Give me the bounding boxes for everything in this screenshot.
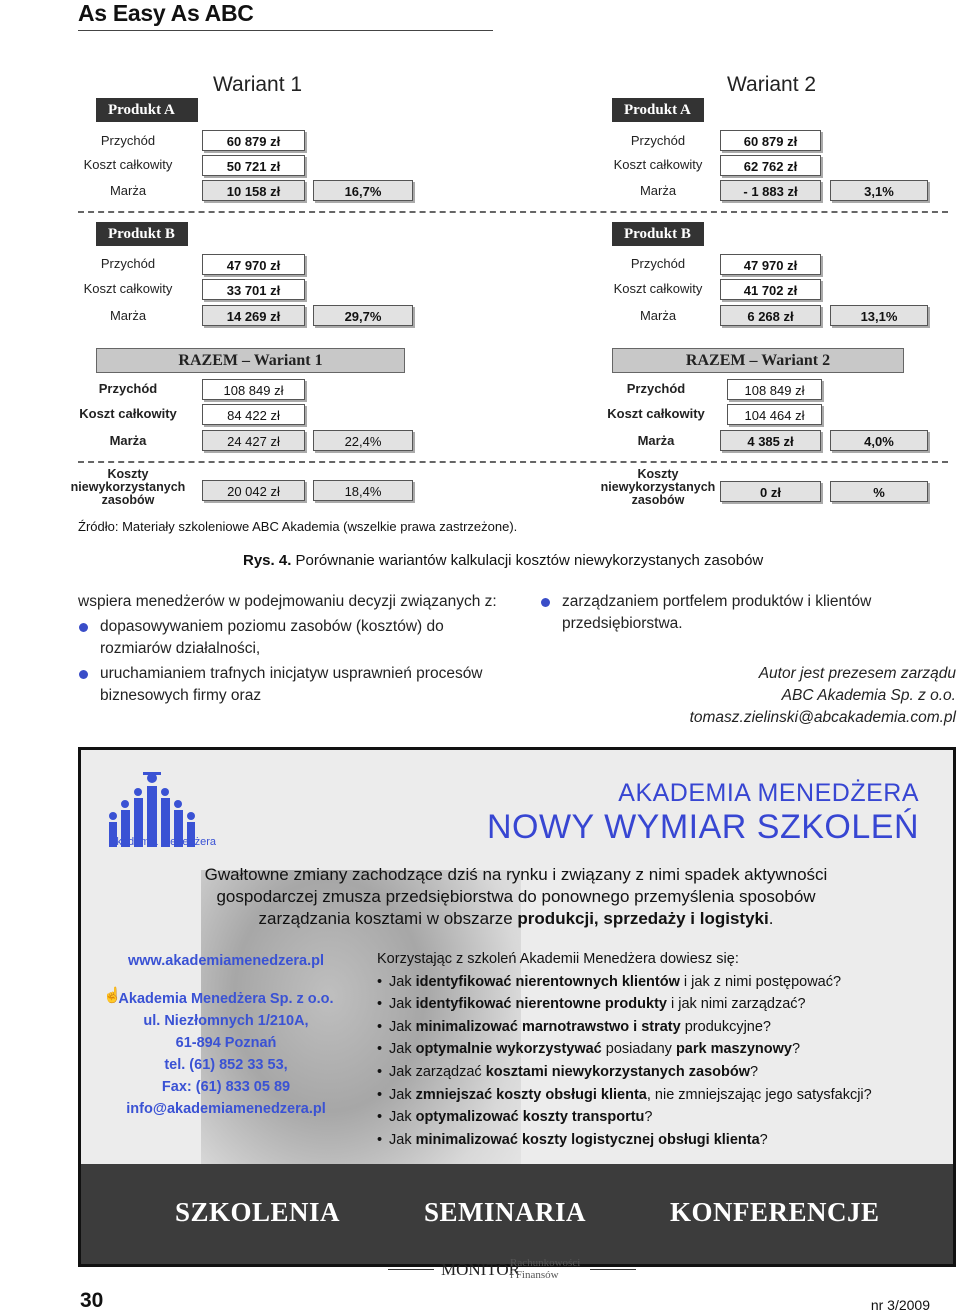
author-line-1: Autor jest prezesem zarządu — [758, 665, 956, 682]
v2-total-margin: 4 385 zł — [720, 430, 821, 451]
v1-prodA-margin-label: Marża — [109, 183, 147, 198]
ad-company-name: Akademia Menedżera Sp. z o.o. — [118, 991, 334, 1007]
ad-lead-line-2: gospodarczej zmusza przedsiębiorstwa do ponownego przemyślenia sposobów — [216, 887, 816, 906]
v1-prodB-pct: 29,7% — [313, 305, 413, 326]
ad-footer-seminaria: SEMINARIA — [424, 1197, 587, 1227]
ad-fax: Fax: (61) 833 05 89 — [161, 1079, 291, 1095]
ad-list-item-text: Jak — [389, 1131, 416, 1148]
ad-list-item — [377, 971, 947, 994]
journal-logo-rule-left — [388, 1269, 434, 1270]
ad-headline-brand: AKADEMIA MENEDŻERA — [618, 779, 919, 807]
article-left-intro: wspiera menedżerów w podejmowaniu decyzji związanych z: — [78, 593, 497, 610]
figure-source: Źródło: Materiały szkoleniowe ABC Akademia (wszelkie prawa zastrzeżone). — [78, 519, 518, 534]
v1-prodA-cost-label: Koszt całkowity — [83, 157, 173, 172]
v1-prodA-margin: 10 158 zł — [202, 180, 305, 201]
v2-total-margin-label: Marża — [637, 433, 675, 448]
journal-logo-monitor: MONITOR — [441, 1260, 521, 1279]
v1-prodB-tag: Produkt B — [96, 222, 188, 246]
ad-list-item-bold: identyfikować nierentownych klientów — [415, 973, 680, 990]
ad-benefits-list — [377, 948, 947, 1151]
ad-list-item-text: Jak — [389, 1018, 416, 1035]
ad-list-item — [377, 1016, 947, 1039]
ad-list-item-bold: zmniejszać koszty obsługi klienta — [415, 1086, 647, 1103]
v2-total-revenue-label: Przychód — [626, 381, 686, 396]
v1-unused-pct: 18,4% — [313, 480, 413, 501]
v1-prodA-revenue: 60 879 zł — [202, 130, 305, 151]
ad-list-item-text: Jak — [389, 1086, 416, 1103]
v2-prodB-cost-label: Koszt całkowity — [613, 281, 703, 296]
ad-footer-szkolenia: SZKOLENIA — [175, 1197, 341, 1227]
ad-email-link[interactable]: info@akademiamenedzera.pl — [126, 1101, 326, 1117]
v2-prodB-margin-label: Marża — [639, 308, 677, 323]
ad-footer-band — [81, 1164, 953, 1264]
ad-list-item-end: produkcyjne? — [680, 1018, 771, 1035]
issue-number: nr 3/2009 — [870, 1297, 930, 1313]
journal-logo — [388, 1257, 638, 1287]
ad-logo-text: Akademia Menedżera — [109, 836, 217, 848]
v2-prodB-revenue: 47 970 zł — [720, 254, 821, 275]
running-header-title: As Easy As ABC — [78, 0, 254, 26]
ad-list-item-bold: minimalizować marnotrawstwo i straty — [415, 1018, 681, 1035]
v2-prodB-tag: Produkt B — [612, 222, 704, 246]
ad-list-item-text: Jak — [389, 996, 416, 1013]
author-note — [560, 663, 956, 729]
v2-prodB-revenue-label: Przychód — [630, 256, 686, 271]
v2-unused-value: 0 zł — [720, 481, 821, 502]
v1-prodA-tag: Produkt A — [96, 98, 198, 122]
v1-prodA-revenue-label: Przychód — [100, 133, 156, 148]
v1-total-margin: 24 427 zł — [202, 430, 305, 451]
ad-lead-line-1: Gwałtowne zmiany zachodzące dziś na rynku i związany z nimi spadek aktywności — [204, 865, 828, 884]
variant1-title: Wariant 1 — [213, 73, 303, 96]
journal-logo-subtitle-1: Rachunkowości — [510, 1257, 581, 1269]
v1-prodB-revenue: 47 970 zł — [202, 254, 305, 275]
author-email[interactable]: tomasz.zielinski@abcakademia.com.pl — [689, 709, 956, 726]
v2-prodA-revenue-label: Przychód — [630, 133, 686, 148]
v1-unused-label: Koszty niewykorzystanych zasobów — [70, 467, 186, 507]
v2-prodA-margin: - 1 883 zł — [720, 180, 821, 201]
divider-dashed-1 — [78, 211, 948, 213]
ad-list-item-bold: optymalnie wykorzystywać — [415, 1041, 602, 1058]
journal-logo-subtitle-2: i Finansów — [510, 1269, 559, 1281]
figure-caption — [243, 552, 763, 569]
ad-list-item-bold: optymalizować koszty transportu — [415, 1109, 645, 1126]
ad-list-item-bold: identyfikować nierentowne produkty — [415, 996, 667, 1013]
ad-list-item-end: i jak nimi zarządzać? — [666, 996, 806, 1013]
ad-list-item — [377, 1084, 947, 1107]
ad-list-item-end: , nie zmniejszając jego satysfakcji? — [646, 1086, 872, 1103]
journal-logo-rule-right — [590, 1269, 636, 1270]
v1-total-tag: RAZEM – Wariant 1 — [96, 348, 405, 373]
ad-list-item-end: ? — [644, 1109, 653, 1126]
v1-total-margin-label: Marża — [109, 433, 147, 448]
ad-list-item-end: ? — [759, 1131, 768, 1148]
article-bullet-2: uruchamianiem trafnych inicjatyw usprawnień procesów biznesowych firmy oraz — [78, 663, 498, 707]
ad-list-item-bold: minimalizować koszty logistycznej obsługi klienta — [415, 1131, 760, 1148]
v2-total-tag: RAZEM – Wariant 2 — [612, 348, 904, 373]
v1-total-revenue: 108 849 zł — [202, 379, 305, 400]
ad-list-item — [377, 993, 947, 1016]
v1-prodA-cost: 50 721 zł — [202, 155, 305, 176]
article-right-column — [540, 591, 956, 635]
v1-total-cost-label: Koszt całkowity — [79, 406, 177, 421]
ad-list-item-end: i jak z nimi postępować? — [679, 973, 842, 990]
v1-prodB-cost: 33 701 zł — [202, 279, 305, 300]
divider-dashed-2 — [78, 461, 948, 463]
v2-prodB-margin: 6 268 zł — [720, 305, 821, 326]
ad-website-link[interactable]: www.akademiamenedzera.pl — [127, 953, 325, 969]
v2-total-revenue: 108 849 zł — [727, 379, 822, 400]
v2-prodA-revenue: 60 879 zł — [720, 130, 821, 151]
article-left-column — [78, 591, 498, 707]
article-bullet-1: dopasowywaniem poziomu zasobów (kosztów) do rozmiarów działalności, — [78, 616, 498, 660]
article-bullet-3: zarządzaniem portfelem produktów i klientów przedsiębiorstwa. — [540, 591, 956, 635]
ad-list-item-text: Jak zarządzać — [389, 1063, 486, 1080]
ad-list-item-text: Jak — [389, 1109, 416, 1126]
ad-list-item-text: Jak — [389, 1041, 416, 1058]
ad-list-item-bold-2: park maszynowy — [675, 1041, 792, 1058]
ad-contact-block — [101, 950, 351, 1120]
v2-prodA-cost-label: Koszt całkowity — [613, 157, 703, 172]
v1-prodB-revenue-label: Przychód — [100, 256, 156, 271]
ad-list-item — [377, 1061, 947, 1084]
journal-logo-subtitle — [510, 1257, 580, 1281]
v1-total-pct: 22,4% — [313, 430, 413, 451]
ad-list-item-text: Jak — [389, 973, 416, 990]
v2-prodA-cost: 62 762 zł — [720, 155, 821, 176]
variant2-title: Wariant 2 — [727, 73, 817, 96]
v1-prodB-margin: 14 269 zł — [202, 305, 305, 326]
ad-footer-konferencje: KONFERENCJE — [670, 1197, 880, 1227]
v2-prodB-cost: 41 702 zł — [720, 279, 821, 300]
figure-caption-text: Porównanie wariantów kalkulacji kosztów niewykorzystanych zasobów — [295, 552, 764, 569]
ad-headline-slogan: NOWY WYMIAR SZKOLEŃ — [486, 808, 919, 846]
ad-list-item-text-2: posiadany — [601, 1041, 676, 1058]
v1-unused-value: 20 042 zł — [202, 480, 305, 501]
ad-list-item — [377, 1038, 947, 1061]
hand-cursor-icon: ☝ — [103, 987, 122, 1004]
ad-street: ul. Niezłomnych 1/210A, — [143, 1013, 309, 1029]
ad-city: 61-894 Poznań — [175, 1035, 277, 1051]
v2-unused-label: Koszty niewykorzystanych zasobów — [600, 467, 716, 507]
v2-unused-pct: % — [830, 481, 928, 502]
ad-list-item — [377, 1106, 947, 1129]
v2-total-cost: 104 464 zł — [727, 404, 822, 425]
v2-prodA-pct: 3,1% — [830, 180, 928, 201]
ad-lead-line-3-end: . — [768, 909, 774, 928]
v2-prodA-tag: Produkt A — [612, 98, 704, 122]
ad-lead-line-3-bold: produkcji, sprzedaży i logistyki — [517, 909, 769, 928]
v1-total-cost: 84 422 zł — [202, 404, 305, 425]
v2-total-pct: 4,0% — [830, 430, 928, 451]
v2-prodB-pct: 13,1% — [830, 305, 928, 326]
header-rule — [78, 30, 493, 31]
ad-phone: tel. (61) 852 33 53, — [164, 1057, 288, 1073]
ad-list-intro: Korzystając z szkoleń Akademii Menedżera dowiesz się: — [377, 951, 739, 967]
v1-prodA-pct: 16,7% — [313, 180, 413, 201]
ad-lead-line-3 — [191, 908, 841, 930]
ad-lead-text — [191, 864, 841, 930]
ad-lead-line-3-text: zarządzania kosztami w obszarze — [258, 909, 518, 928]
ad-list-item-bold: kosztami niewykorzystanych zasobów — [485, 1063, 751, 1080]
v1-prodB-cost-label: Koszt całkowity — [83, 281, 173, 296]
author-line-2: ABC Akademia Sp. z o.o. — [781, 687, 956, 704]
ad-list-item-end: ? — [750, 1063, 759, 1080]
v2-total-cost-label: Koszt całkowity — [607, 406, 705, 421]
ad-list-item-end: ? — [792, 1041, 801, 1058]
v1-prodB-margin-label: Marża — [109, 308, 147, 323]
page-number: 30 — [80, 1289, 104, 1312]
v2-prodA-margin-label: Marża — [639, 183, 677, 198]
figure-caption-number: Rys. 4. — [243, 552, 292, 569]
ad-list-item — [377, 1129, 947, 1152]
advertisement — [78, 747, 956, 1267]
v1-total-revenue-label: Przychód — [98, 381, 158, 396]
